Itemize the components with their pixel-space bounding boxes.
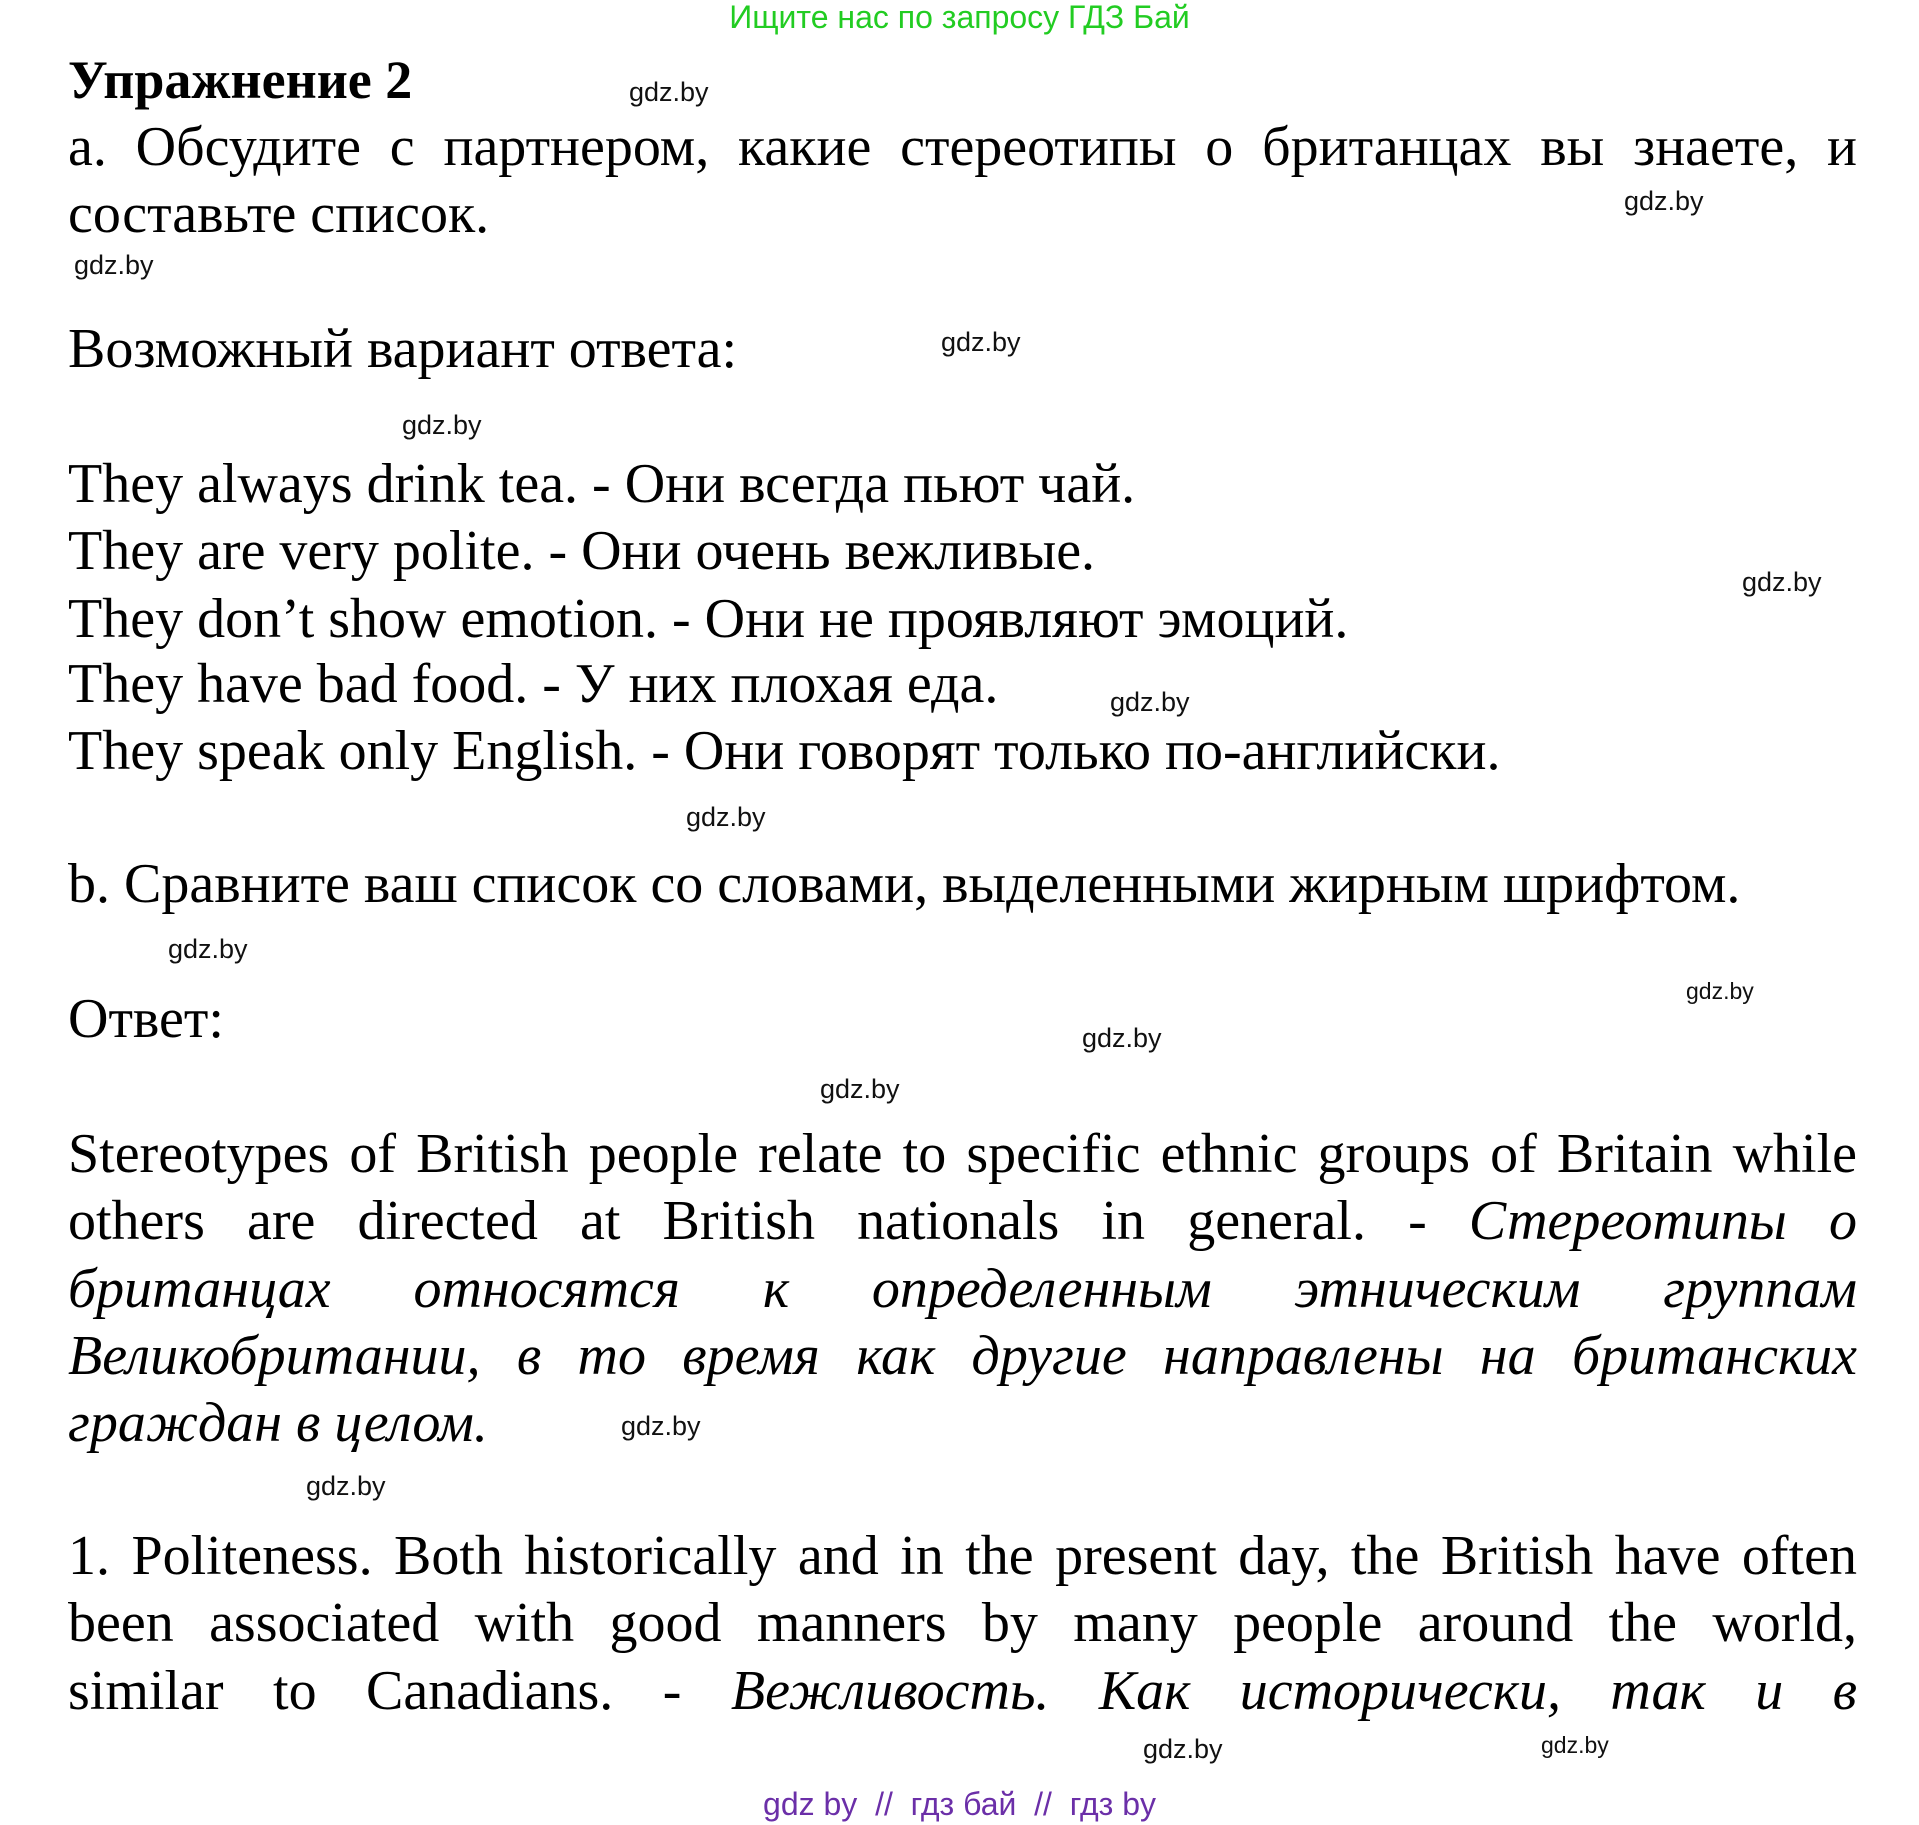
paragraph-line: been associated with good manners by many people around the world, — [68, 1592, 1857, 1654]
translation: Стереотипы о — [1468, 1190, 1857, 1252]
watermark: gdz.by — [1624, 186, 1704, 216]
list-item: They don’t show emotion. - Они не проявляют эмоций. — [68, 588, 1349, 650]
paragraph-line — [68, 1121, 1857, 1188]
paragraph-line: 1. Politeness. Both historically and in the present day, the British have often — [68, 1525, 1857, 1587]
exercise-title: Упражнение 2 — [68, 50, 413, 110]
list-item: They have bad food. - У них плохая еда. — [68, 653, 999, 715]
watermark: gdz.by — [629, 77, 709, 107]
list-item: They speak only English. - Они говорят только по-английски. — [68, 720, 1501, 782]
paragraph-line — [68, 1188, 1857, 1255]
watermark: gdz.by — [1110, 687, 1190, 717]
task-a-line-1: a. Обсудите с партнером, какие стереотипы о британцах вы знаете, и — [68, 116, 1857, 178]
paragraph-line — [68, 1658, 1857, 1725]
possible-answer-label: Возможный вариант ответа: — [68, 318, 738, 380]
paragraph-line: британцах относятся к определенным этническим группам — [68, 1258, 1857, 1320]
watermark: gdz.by — [1143, 1734, 1223, 1764]
text: Stereotypes of British people relate to specific ethnic groups of Britain while — [68, 1123, 1857, 1185]
watermark: gdz.by — [1541, 1732, 1609, 1758]
watermark: gdz.by — [941, 327, 1021, 357]
footer-links: gdz by // гдз бай // гдз by — [763, 1786, 1156, 1822]
translation: Вежливость. Как исторически, так и в — [730, 1660, 1857, 1722]
watermark: gdz.by — [820, 1074, 900, 1104]
watermark: gdz.by — [686, 802, 766, 832]
paragraph-line: Великобритании, в то время как другие направлены на британских — [68, 1325, 1857, 1387]
task-b: b. Сравните ваш список со словами, выделенными жирным шрифтом. — [68, 853, 1741, 915]
watermark: gdz.by — [306, 1471, 386, 1501]
watermark: gdz.by — [1742, 567, 1822, 597]
paragraph-line: граждан в целом. — [68, 1392, 488, 1454]
watermark: gdz.by — [621, 1411, 701, 1441]
watermark: gdz.by — [74, 250, 154, 280]
list-item: They are very polite. - Они очень вежливые. — [68, 520, 1096, 582]
watermark: gdz.by — [168, 934, 248, 964]
watermark: gdz.by — [402, 410, 482, 440]
text: similar to Canadians. - — [68, 1660, 731, 1722]
answer-label: Ответ: — [68, 988, 224, 1050]
watermark: gdz.by — [1082, 1023, 1162, 1053]
watermark: gdz.by — [1686, 978, 1754, 1004]
task-a-line-2: составьте список. — [68, 183, 490, 245]
list-item: They always drink tea. - Они всегда пьют чай. — [68, 453, 1136, 515]
search-banner: Ищите нас по запросу ГДЗ Бай — [729, 0, 1190, 35]
text: others are directed at British nationals in general. - — [68, 1190, 1469, 1252]
